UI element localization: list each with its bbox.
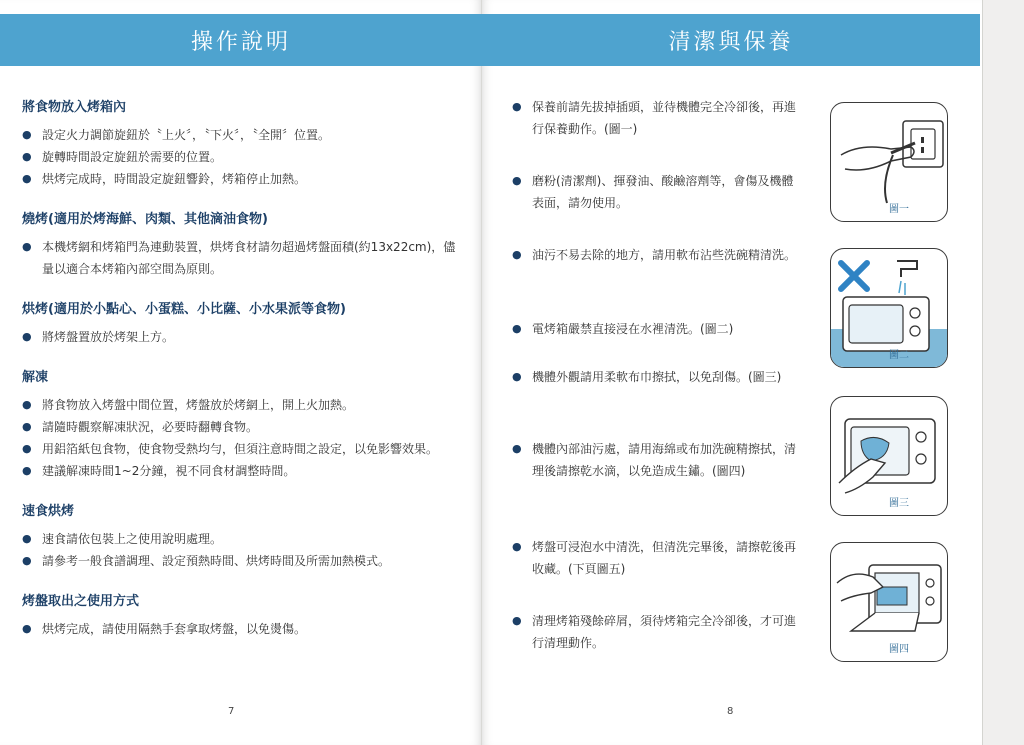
bullet-icon: ● [512, 100, 522, 113]
list-item: ● 本機烤網和烤箱門為連動裝置，烘烤食材請勿超過烤盤面積(約13x22cm)，儘量以適合本烤箱內部空間為原則。 [22, 236, 462, 280]
list-item: ● 將烤盤置放於烤架上方。 [22, 326, 462, 348]
right-page-title: 清潔與保養 [668, 29, 794, 55]
section-defrost [22, 366, 462, 482]
section-bake [22, 298, 462, 348]
figure-4 [830, 542, 948, 662]
right-page-banner [482, 14, 980, 66]
bullet-icon: ● [22, 554, 32, 567]
figure-label: 圖三 [889, 498, 909, 509]
section-grill [22, 208, 462, 280]
page-edge [982, 0, 1024, 745]
bullet-icon: ● [22, 622, 32, 635]
section-title: 燒烤(適用於烤海鮮、肉類、其他滴油食物) [22, 212, 268, 227]
list-item: ● 清理烤箱殘餘碎屑，須待烤箱完全冷卻後，才可進行清理動作。 [512, 610, 802, 654]
list-item: ● 磨粉(清潔劑)、揮發油、酸鹼溶劑等，會傷及機體表面，請勿使用。 [512, 170, 802, 214]
list-item: ● 用鋁箔紙包食物，使食物受熱均勻，但須注意時間之設定，以免影響效果。 [22, 438, 462, 460]
list-item: ● 油污不易去除的地方，請用軟布沾些洗碗精清洗。 [512, 244, 802, 266]
list-item: ● 請隨時觀察解凍狀況，必要時翻轉食物。 [22, 416, 462, 438]
bullet-icon: ● [22, 330, 32, 343]
section-title: 速食烘烤 [22, 504, 75, 519]
page-number: 8 [727, 706, 734, 717]
section-title: 烤盤取出之使用方式 [22, 594, 140, 609]
section-fast-food [22, 500, 462, 572]
left-page-title: 操作說明 [190, 29, 291, 55]
right-page [482, 0, 982, 745]
bullet-icon: ● [512, 370, 522, 383]
section-title: 將食物放入烤箱內 [22, 100, 127, 115]
list-item: ● 機體外觀請用柔軟布巾擦拭，以免刮傷。(圖三) [512, 366, 802, 388]
figure-label: 圖四 [889, 644, 909, 655]
left-page [0, 0, 482, 745]
list-item: ● 保養前請先拔掉插頭，並待機體完全冷卻後，再進行保養動作。(圖一) [512, 96, 802, 140]
bullet-icon: ● [512, 614, 522, 627]
left-page-banner [0, 14, 482, 66]
bullet-icon: ● [22, 420, 32, 433]
bullet-icon: ● [22, 532, 32, 545]
bullet-icon: ● [512, 322, 522, 335]
list-item: ● 烘烤完成時，時間設定旋鈕響鈴，烤箱停止加熱。 [22, 168, 462, 190]
list-item: ● 烤盤可浸泡水中清洗，但清洗完畢後，請擦乾後再收藏。(下頁圖五) [512, 536, 802, 580]
list-item: ● 烘烤完成，請使用隔熱手套拿取烤盤，以免燙傷。 [22, 618, 462, 640]
bullet-icon: ● [512, 174, 522, 187]
section-title: 烘烤(適用於小點心、小蛋糕、小比薩、小水果派等食物) [22, 302, 346, 317]
bullet-icon: ● [22, 240, 32, 253]
bullet-icon: ● [22, 128, 32, 141]
list-item: ● 將食物放入烤盤中間位置，烤盤放於烤網上，開上火加熱。 [22, 394, 462, 416]
figure-label: 圖二 [889, 350, 909, 361]
section-title: 解凍 [22, 370, 49, 385]
section-put-food [22, 96, 462, 190]
figure-1 [830, 102, 948, 222]
bullet-icon: ● [22, 398, 32, 411]
bullet-icon: ● [512, 442, 522, 455]
figure-3 [830, 396, 948, 516]
list-item: ● 旋轉時間設定旋鈕於需要的位置。 [22, 146, 462, 168]
bullet-icon: ● [22, 172, 32, 185]
bullet-icon: ● [22, 150, 32, 163]
bullet-icon: ● [22, 442, 32, 455]
bullet-icon: ● [512, 248, 522, 261]
list-item: ● 建議解凍時間1~2分鐘，視不同食材調整時間。 [22, 460, 462, 482]
list-item: ● 機體內部油污處，請用海綿或布加洗碗精擦拭，清理後請擦乾水滴，以免造成生鏽。(圖四) [512, 438, 802, 482]
figure-2 [830, 248, 948, 368]
bullet-icon: ● [512, 540, 522, 553]
bullet-icon: ● [22, 464, 32, 477]
list-item: ● 設定火力調節旋鈕於〝上火〞，〝下火〞，〝全開〞位置。 [22, 124, 462, 146]
list-item: ● 速食請依包裝上之使用說明處理。 [22, 528, 462, 550]
figure-label: 圖一 [889, 204, 909, 215]
section-tray-removal [22, 590, 462, 640]
list-item: ● 電烤箱嚴禁直接浸在水裡清洗。(圖二) [512, 318, 802, 340]
left-page-content [22, 96, 462, 658]
list-item: ● 請參考一般食譜調理、設定預熱時間、烘烤時間及所需加熱模式。 [22, 550, 462, 572]
page-number: 7 [228, 706, 235, 717]
